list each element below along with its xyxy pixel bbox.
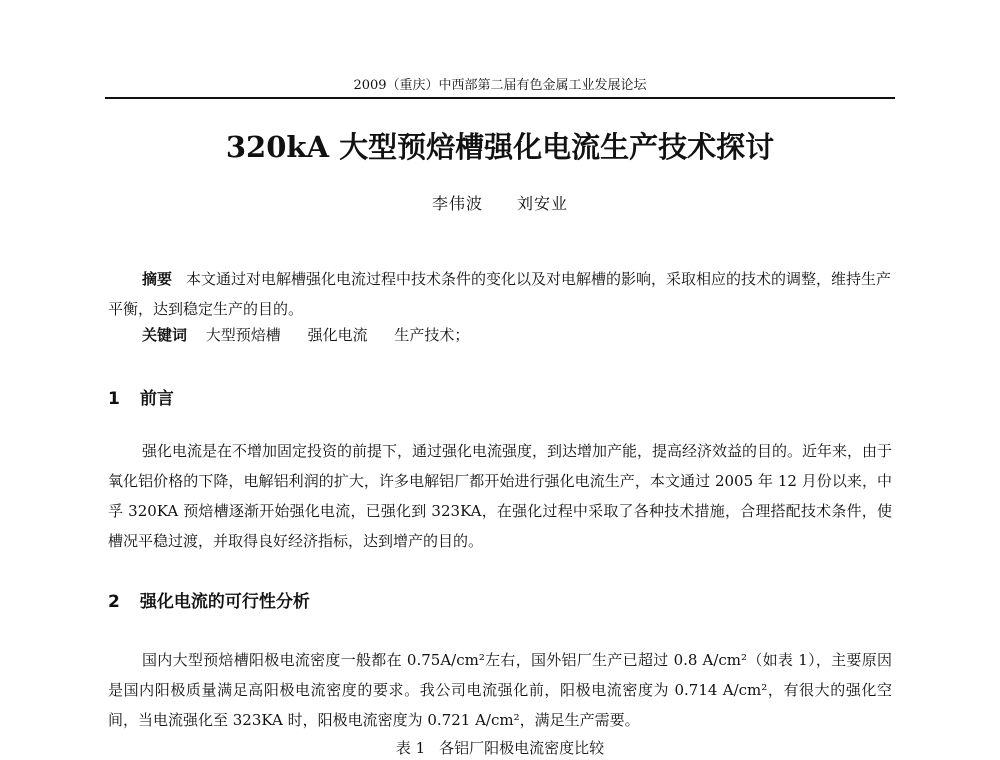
keyword: 强化电流 [307, 326, 368, 344]
section-title: 前言 [139, 389, 174, 409]
running-header: 2009（重庆）中西部第二届有色金属工业发展论坛 [353, 78, 647, 93]
section-number: 1 [108, 389, 120, 409]
section-heading-2 [108, 587, 310, 612]
section-1-paragraph: 强化电流是在不增加固定投资的前提下，通过强化电流强度，到达增加产能，提高经济效益的目的。近年来，由于氧化铝价格的下降，电解铝利润的扩大，许多电解铝厂都开始进行强化电流生产，本文通过 2005 年 12 月份以来，中孚 320KA 预焙槽逐渐开始强化电流，已强化到 323KA，在强化过程中采取了各种技术措施，合理搭配技术条件，使槽况平稳过渡，并取得良好经济指标，达到增产的目的。 [108, 442, 893, 550]
section-2-paragraph: 国内大型预焙槽阳极电流密度一般都在 0.75A/cm²左右，国外铝厂生产已超过 0.8 A/cm²（如表 1），主要原因是国内阳极质量满足高阳极电流密度的要求。我公司电流强化前，阳极电流密度为 0.714 A/cm²，有很大的强化空间，当电流强化至 323KA 时，阳极电流密度为 0.721 A/cm²，满足生产需要。 [108, 651, 892, 729]
header-rule [105, 97, 895, 99]
abstract-label: 摘要 [142, 270, 173, 288]
table-caption-text: 各铝厂阳极电流密度比较 [439, 739, 605, 757]
keyword: 大型预焙槽 [205, 326, 281, 344]
section-title: 强化电流的可行性分析 [139, 592, 310, 612]
author-list [105, 191, 895, 214]
table-caption [105, 737, 895, 758]
author-name: 刘安业 [517, 194, 569, 213]
keywords-label: 关键词 [142, 326, 188, 344]
author-name: 李伟波 [431, 194, 483, 213]
section-number: 2 [108, 592, 120, 612]
table-number: 表 1 [395, 739, 426, 757]
keyword: 生产技术； [394, 326, 470, 344]
paper-title: 320kA 大型预焙槽强化电流生产技术探讨 [225, 130, 775, 164]
keywords [142, 324, 892, 345]
abstract [108, 264, 892, 324]
section-heading-1 [108, 384, 174, 409]
abstract-text: 本文通过对电解槽强化电流过程中技术条件的变化以及对电解槽的影响，采取相应的技术的调整，维持生产平衡，达到稳定生产的目的。 [108, 270, 892, 318]
